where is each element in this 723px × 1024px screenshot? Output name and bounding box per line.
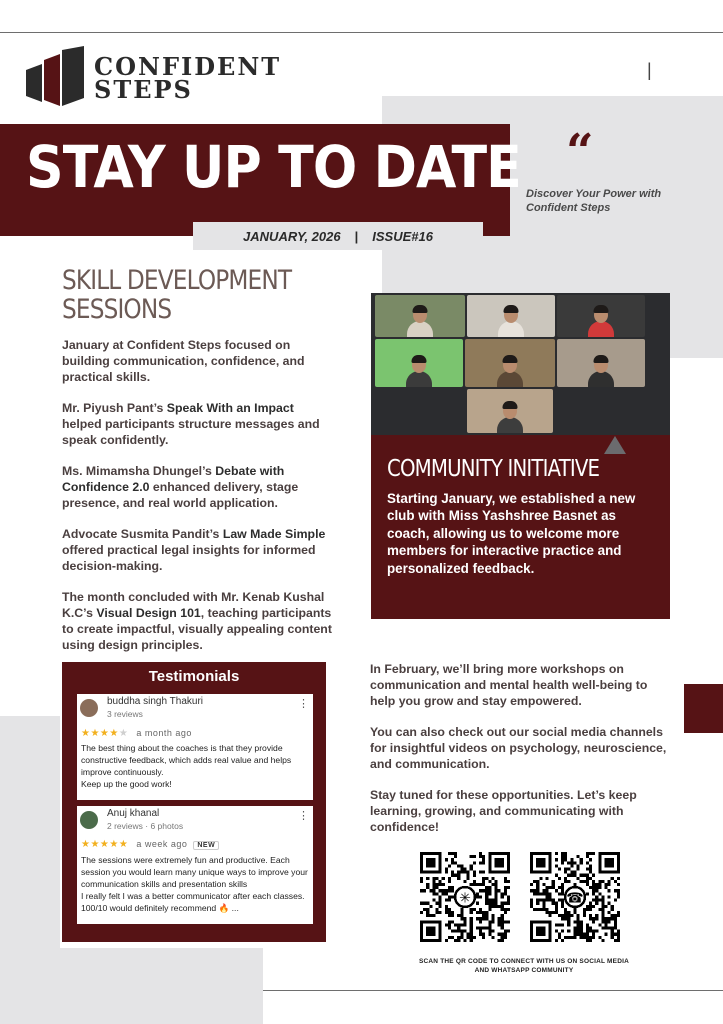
skills-item: The month concluded with Mr. Kenab Kushal K.C’s Visual Design 101, teaching participants to create impactful, visually appealing content using design principles. — [62, 589, 332, 652]
participant-tile — [467, 295, 555, 337]
reviewer-meta: 2 reviews · 6 photos — [107, 821, 184, 831]
skills-body — [62, 338, 332, 669]
outro-paragraph: You can also check out our social media channels for insightful videos on psychology, neuroscience, and communication. — [370, 724, 667, 771]
logo-icon — [26, 46, 88, 108]
star-rating — [81, 839, 219, 850]
page-title: STAY UP TO DATE — [26, 133, 521, 201]
community-text: Starting January, we established a new club with Miss Yashshree Basnet as coach, allowing us to welcome more members for interactive practice and personalized feedback. — [387, 491, 636, 576]
star-icon: ★★★★ — [81, 728, 119, 739]
quote-icon: “ — [566, 124, 594, 180]
issue-number: ISSUE#16 — [372, 228, 433, 244]
skills-section-title: SKILL DEVELOPMENT SESSIONS — [62, 265, 292, 326]
reviewer-name: Anuj khanal — [107, 808, 160, 819]
brand-name-line2: STEPS — [94, 75, 193, 104]
session-name: Debate with Confidence 2.0 — [62, 463, 285, 494]
header-divider: | — [647, 60, 652, 80]
grey-panel-bottom — [0, 948, 263, 1024]
star-rating: ★★★★★ a month ago — [81, 728, 192, 739]
skills-intro: January at Confident Steps focused on building communication, confidence, and practical skills. — [62, 338, 305, 384]
issue-separator: | — [354, 228, 359, 244]
triangle-pointer-icon — [604, 436, 626, 454]
star-icon: ★★★★★ — [81, 839, 129, 850]
participant-tile — [465, 339, 555, 387]
svg-text:✳: ✳ — [459, 890, 471, 907]
side-accent-block — [684, 684, 723, 733]
video-call-photo — [371, 293, 670, 435]
outro-paragraph: In February, we’ll bring more workshops on communication and mental health well-being to help you grow and stay empowered. — [370, 662, 648, 708]
community-title: COMMUNITY INITIATIVE — [387, 456, 600, 482]
qr-caption — [400, 957, 648, 975]
testimonials-title: Testimonials — [148, 668, 240, 685]
review-time: a week ago — [136, 839, 188, 849]
top-rule — [0, 32, 723, 33]
tagline: Discover Your Power with Confident Steps — [526, 188, 662, 215]
reviewer-meta: 3 reviews — [107, 709, 143, 719]
participant-tile — [557, 295, 645, 337]
participant-tile — [375, 295, 465, 337]
avatar — [80, 699, 98, 717]
outro-paragraph: Stay tuned for these opportunities. Let’s keep learning, growing, and communicating with confidence! — [370, 787, 637, 834]
grey-panel-left — [0, 716, 60, 956]
skills-item: Mr. Piyush Pant’s Speak With an Impact helped participants structure messages and speak confidently. — [62, 400, 320, 447]
participant-tile — [467, 389, 553, 433]
new-badge: NEW — [193, 841, 219, 850]
participant-tile — [557, 339, 645, 387]
outro-body — [370, 662, 670, 851]
issue-date: JANUARY, 2026 — [243, 228, 341, 244]
more-vert-icon[interactable]: ⋮ — [298, 810, 309, 822]
qr-caption-line2: AND WHATSAPP COMMUNITY — [474, 967, 574, 975]
session-name: Speak With an Impact — [166, 400, 294, 415]
reviewer-name: buddha singh Thakuri — [107, 696, 203, 707]
qr-caption-line1: SCAN THE QR CODE TO CONNECT WITH US ON SOCIAL MEDIA — [418, 958, 630, 965]
review-card — [77, 694, 313, 800]
brand-name-line1: CONFIDENT — [94, 52, 282, 81]
review-time: a month ago — [136, 728, 192, 738]
qr-code-whatsapp-icon[interactable] — [530, 852, 620, 942]
issue-bar — [193, 222, 483, 250]
review-card — [77, 806, 313, 924]
participant-tile — [375, 339, 463, 387]
svg-text:☎: ☎ — [566, 890, 584, 907]
qr-code-social-icon[interactable] — [420, 852, 510, 942]
skills-item: Advocate Susmita Pandit’s Law Made Simple offered practical legal insights for informed decision-making. — [62, 526, 326, 573]
more-vert-icon[interactable]: ⋮ — [298, 698, 309, 710]
review-text: The sessions were extremely fun and productive. Each session you would learn many unique ways to improve your communication skills and presentation skills I really felt I was a better communicator after each classes. 100/10 would definitely recommend 🔥 ... — [81, 855, 308, 914]
session-name: Visual Design 101 — [96, 605, 201, 620]
skills-item: Ms. Mimamsha Dhungel’s Debate with Confidence 2.0 enhanced delivery, stage presence, and real world application. — [62, 463, 299, 510]
review-text: The best thing about the coaches is that they provide constructive feedback, which adds real value and helps improve continuously. Keep up the good work! — [81, 743, 292, 790]
session-name: Law Made Simple — [222, 526, 326, 541]
avatar — [80, 811, 98, 829]
